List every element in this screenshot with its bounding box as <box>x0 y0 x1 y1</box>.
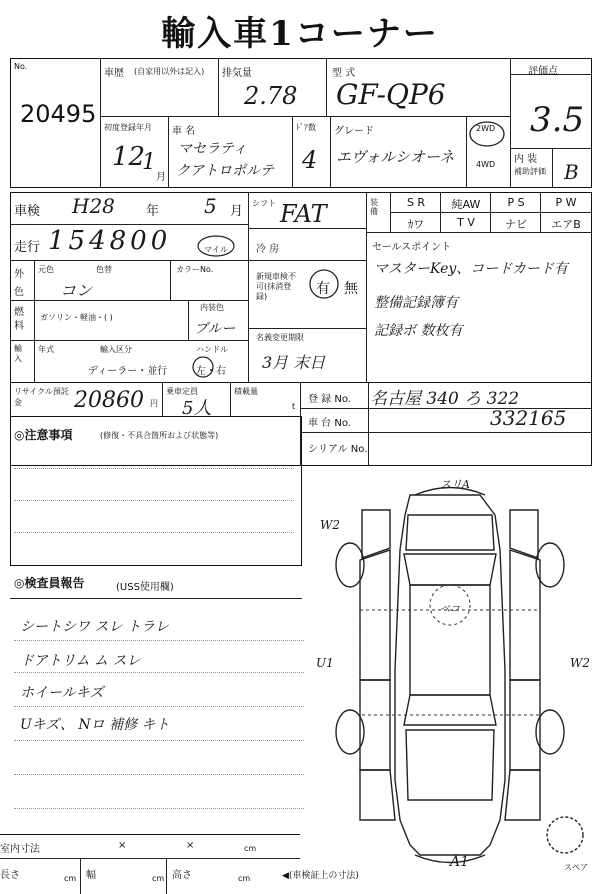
grade-value: エヴォルシオーネ <box>336 148 455 166</box>
inspection-month-unit: 月 <box>230 204 244 219</box>
original-color-value: コン <box>60 281 93 300</box>
equipment-item: ナビ <box>505 218 527 231</box>
import-label: 輸入 <box>14 344 22 363</box>
inner-color-value: ブルー <box>194 321 236 337</box>
first-reg-month: 1 <box>142 150 156 175</box>
dim-unit-top: cm <box>244 844 257 853</box>
color-change-label: 色替 <box>96 265 112 274</box>
inspector-sub: (USS使用欄) <box>116 582 174 593</box>
load-label: 積載量 <box>234 387 258 396</box>
lot-number: 20495 <box>20 100 97 128</box>
drive-4wd: 4WD <box>476 160 496 169</box>
inspector-line-1: シートシワ スレ トラレ <box>20 619 169 635</box>
inspector-line-2: ドアトリム ム スレ <box>20 653 141 669</box>
car-name-line1: マセラティ <box>178 141 247 157</box>
equipment-item: S R <box>406 196 426 209</box>
sales-point-line-3: 記録ボ 数枚有 <box>374 323 463 339</box>
import-category-label: 輸入区分 <box>100 345 132 354</box>
height-label: 高さ <box>172 870 192 881</box>
notes-sub: (修復・不具合箇所および状態等) <box>100 431 219 440</box>
inspection-label: 車検 <box>14 204 41 219</box>
equipment-item: ｶワ <box>407 218 425 231</box>
model-type-value: GF-QP6 <box>336 78 446 111</box>
notes-label: ◎注意事項 <box>14 428 73 442</box>
mark-bottom: A1 <box>450 854 470 870</box>
width-label: 幅 <box>86 870 96 881</box>
shift-label: シフト <box>252 199 276 208</box>
score-label: 評価点 <box>528 66 558 77</box>
displacement-value: 2.78 <box>244 82 298 110</box>
recycle-ticket-circle <box>306 266 342 302</box>
mark-top: スリA <box>440 478 470 491</box>
mark-center: ベコ <box>440 604 460 615</box>
inspection-year: H28 <box>72 194 115 218</box>
inspector-line-3: ホイールキズ <box>20 685 104 701</box>
name-change-label: 名義変更期限 <box>256 333 304 342</box>
car-diagram <box>300 470 600 890</box>
doors-label: ﾄﾞｱ数 <box>296 123 316 132</box>
drive-2wd: 2WD <box>476 124 496 133</box>
import-year-label: 年式 <box>38 345 54 354</box>
equipment-label: 装備 <box>370 198 378 216</box>
serial-label: シリアル No. <box>308 444 368 455</box>
import-handle-label: ハンドル <box>196 345 228 354</box>
page-title: 輸入車1コーナー <box>161 14 439 54</box>
handle-left-circle <box>190 354 216 380</box>
height-unit: cm <box>238 874 251 883</box>
ac-label: 冷 房 <box>256 244 280 255</box>
inspector-label: ◎検査員報告 <box>14 576 85 590</box>
dimensions-note: ◀(車検証上の寸法) <box>282 871 359 881</box>
car-name-line2: クアトロポルテ <box>176 163 274 179</box>
load-unit: t <box>292 402 296 411</box>
equipment-item: T V <box>457 216 475 229</box>
inspection-month: 5 <box>204 194 217 218</box>
equipment-item: 純AW <box>451 198 481 211</box>
length-unit: cm <box>64 874 77 883</box>
mileage-value: 154800 <box>48 226 172 256</box>
equipment-item: P S <box>507 196 525 209</box>
history-note: (自家用以外は記入) <box>134 67 205 76</box>
original-color-label: 元色 <box>38 265 54 274</box>
name-change-value: 3月 末日 <box>262 353 326 372</box>
capacity-value: 5人 <box>182 398 212 419</box>
recycle-ticket-yes: 有 <box>316 281 330 297</box>
import-category-options: ディーラー・並行 <box>88 366 168 377</box>
reg-value: 名古屋 340 ろ 322 <box>370 389 520 409</box>
shift-value: FAT <box>280 200 327 228</box>
recycle-label: リサイクル預託金 <box>14 387 69 407</box>
score-value: 3.5 <box>530 100 585 140</box>
interior-label: 内 装 <box>514 154 538 165</box>
sales-point-line-2: 整備記録簿有 <box>374 295 458 311</box>
model-type-label: 型 式 <box>332 68 356 79</box>
mark-left-mid: U1 <box>316 656 334 670</box>
grade-label: グレード <box>334 126 374 137</box>
dim-x-2: × <box>186 840 195 851</box>
interior-value: B <box>564 160 579 184</box>
car-name-label: 車 名 <box>172 126 196 137</box>
mileage-label: 走行 <box>14 240 41 255</box>
inspection-year-unit: 年 <box>146 204 160 219</box>
inspector-line-4: Uキズ、 Nロ 補修 キト <box>20 717 170 733</box>
capacity-label: 乗車定員 <box>166 387 198 396</box>
width-unit: cm <box>152 874 165 883</box>
mileage-unit: マイル <box>204 245 228 254</box>
drive-circle-mark <box>466 112 510 152</box>
sales-points-label: セールスポイント <box>372 242 452 253</box>
inner-color-label: 内装色 <box>200 303 224 312</box>
interior-dimensions-label: 室内寸法 <box>0 844 40 855</box>
mileage-unit-circle <box>196 232 240 260</box>
equipment-item: P W <box>555 196 577 209</box>
first-reg-month-unit: 月 <box>156 172 166 183</box>
spare-label: スペア <box>564 863 588 872</box>
notes-frame <box>10 416 302 566</box>
fuel-label: 燃料 <box>14 307 24 332</box>
recycle-ticket-no: 無 <box>344 281 358 297</box>
sales-point-line-1: マスターKey、コードカード有 <box>374 261 568 277</box>
outer-color-label: 外色 <box>14 269 24 298</box>
recycle-unit: 円 <box>150 399 158 408</box>
equipment-item: エアB <box>551 218 581 231</box>
import-handle-options: 左・右 <box>196 366 226 377</box>
chassis-label: 車 台 No. <box>308 418 351 429</box>
mark-right-mid: W2 <box>570 656 590 670</box>
length-label: 長さ <box>0 870 20 881</box>
reg-label: 登 録 No. <box>308 394 351 405</box>
color-no-label: カラーNo. <box>176 265 214 274</box>
chassis-value: 332165 <box>490 406 567 430</box>
fuel-options: ガソリン・軽油・( ) <box>40 313 113 322</box>
recycle-value: 20860 <box>74 388 144 413</box>
recycle-ticket-label: 新規車検不可(抹消登録) <box>256 272 296 301</box>
dim-x-1: × <box>118 840 127 851</box>
first-reg-label: 初度登録年月 <box>104 123 152 132</box>
mark-left-top: W2 <box>320 518 340 532</box>
doors-value: 4 <box>302 146 318 174</box>
lot-no-label: No. <box>14 62 28 71</box>
first-reg-year: 12 <box>112 142 146 172</box>
displacement-label: 排気量 <box>222 68 252 79</box>
history-label: 車歴 <box>104 68 124 79</box>
interior-sub: 補助評価 <box>514 167 546 176</box>
